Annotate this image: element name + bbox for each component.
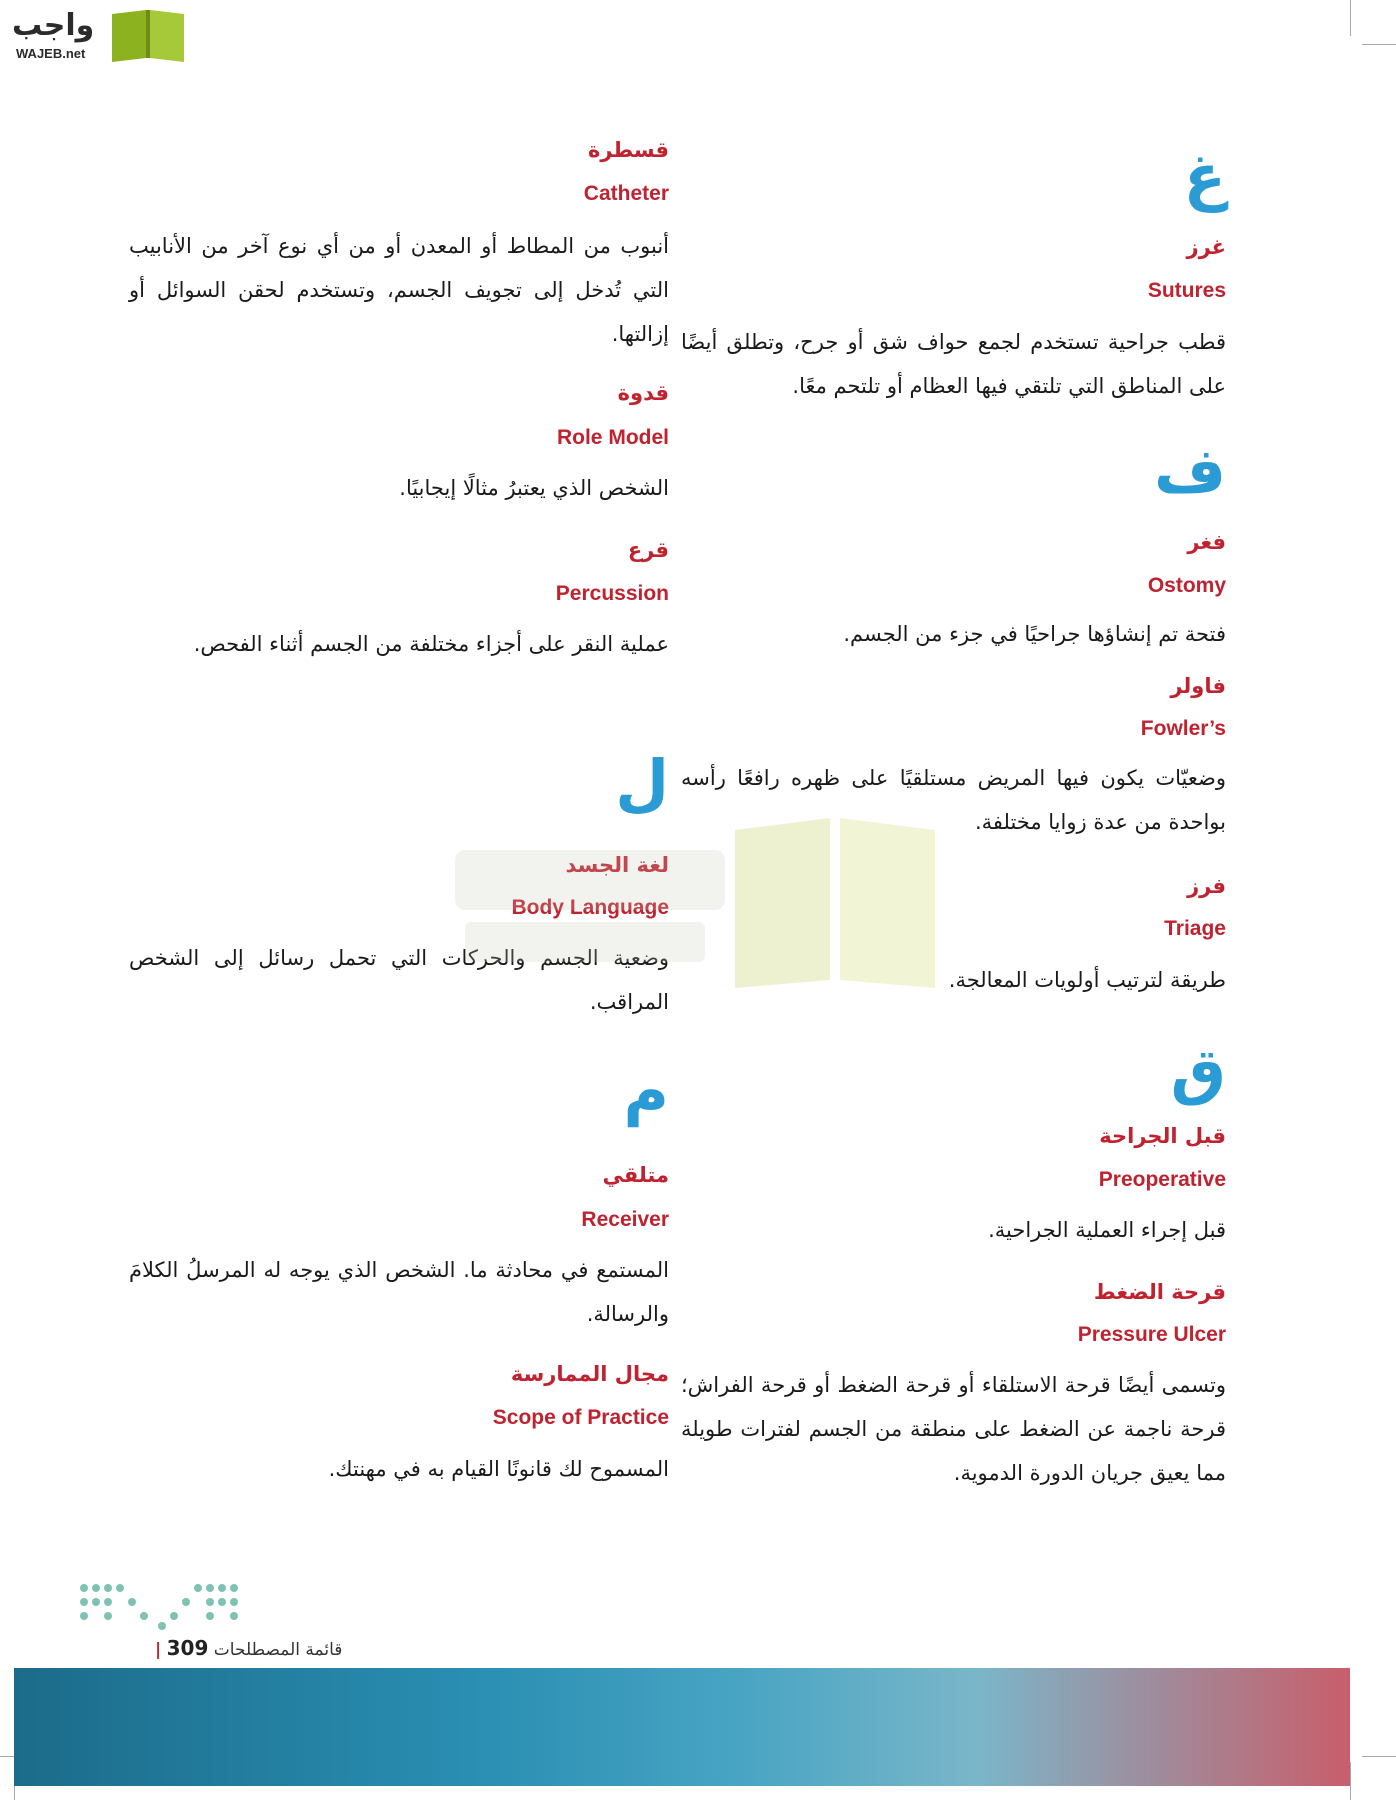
term-definition: المستمع في محادثة ما. الشخص الذي يوجه له المرسلُ الكلامَ والرسالة. <box>129 1258 669 1326</box>
section-letter-qaf: ق <box>1170 1034 1226 1107</box>
book-icon <box>108 6 188 64</box>
page-number: 309 <box>166 1636 209 1660</box>
term-definition: فتحة تم إنشاؤها جراحيًا في جزء من الجسم. <box>843 622 1226 646</box>
term-arabic: فاولر <box>1170 674 1226 698</box>
term-english: Catheter <box>583 182 669 205</box>
term-arabic: قبل الجراحة <box>1099 1124 1226 1148</box>
term-definition: الشخص الذي يعتبرُ مثالًا إيجابيًا. <box>399 476 669 500</box>
term-definition: وضعيّات يكون فيها المريض مستلقيًا على ظهره رافعًا رأسه بواحدة من عدة زوايا مختلفة. <box>681 766 1226 834</box>
term-arabic: فرز <box>1187 874 1226 898</box>
glossary-title: قائمة المصطلحات <box>213 1640 343 1660</box>
crop-mark <box>1362 1756 1396 1757</box>
term-definition: وضعية الجسم والحركات التي تحمل رسائل إلى الشخص المراقب. <box>129 946 669 1014</box>
term-definition: أنبوب من المطاط أو المعدن أو من أي نوع آخر من الأنابيب التي تُدخل إلى تجويف الجسم، وتستخدم لحقن السوائل أو إزالتها. <box>129 234 669 346</box>
term-arabic: قسطرة <box>587 138 669 162</box>
term-english: Pressure Ulcer <box>1077 1323 1226 1346</box>
term-english: Triage <box>1164 917 1226 940</box>
term-definition: طريقة لترتيب أولويات المعالجة. <box>948 968 1226 992</box>
term-english: Sutures <box>1147 279 1226 302</box>
term-english: Scope of Practice <box>492 1406 669 1429</box>
term-definition: المسموح لك قانونًا القيام به في مهنتك. <box>328 1457 669 1481</box>
section-letter-meem: م <box>623 1054 669 1127</box>
term-arabic: قدوة <box>617 381 669 405</box>
term-english: Receiver <box>581 1208 669 1231</box>
section-letter-ghayn: غ <box>1183 140 1226 213</box>
term-arabic: قرحة الضغط <box>1093 1280 1226 1304</box>
footer-band <box>14 1668 1350 1786</box>
term-definition: وتسمى أيضًا قرحة الاستلقاء أو قرحة الضغط أو قرحة الفراش؛ قرحة ناجمة عن الضغط على منطقة من الجسم لفترات طويلة مما يعيق جريان الدورة الدموية. <box>681 1373 1226 1485</box>
wajeb-logo <box>8 6 188 68</box>
term-english: Ostomy <box>1147 574 1226 597</box>
term-arabic: مجال الممارسة <box>510 1362 669 1386</box>
term-english: Percussion <box>555 582 669 605</box>
ministry-logo <box>78 1580 248 1640</box>
term-definition: قبل إجراء العملية الجراحية. <box>988 1218 1226 1242</box>
term-arabic: قرع <box>627 538 669 562</box>
term-definition: عملية النقر على أجزاء مختلفة من الجسم أثناء الفحص. <box>193 632 669 656</box>
crop-mark <box>1350 1762 1351 1800</box>
logo-text-en: WAJEB.net <box>16 46 86 61</box>
term-definition: قطب جراحية تستخدم لجمع حواف شق أو جرح، وتطلق أيضًا على المناطق التي تلتقي فيها العظام أو تلتحم معًا. <box>681 330 1226 398</box>
section-letter-faa: ف <box>1153 434 1226 507</box>
section-letter-lam: ل <box>615 746 669 819</box>
term-english: Fowler’s <box>1140 717 1226 740</box>
footer-label: قائمة المصطلحات 309 | <box>155 1636 343 1660</box>
logo-text-ar: واجب <box>12 8 95 43</box>
term-arabic: لغة الجسد <box>565 853 669 877</box>
term-english: Role Model <box>556 426 669 449</box>
term-english: Body Language <box>511 896 669 919</box>
crop-mark <box>1350 0 1351 36</box>
term-arabic: فغر <box>1187 530 1226 554</box>
term-arabic: غرز <box>1186 235 1226 259</box>
term-english: Preoperative <box>1098 1168 1226 1191</box>
crop-mark <box>1362 44 1396 45</box>
term-arabic: متلقي <box>602 1163 669 1187</box>
